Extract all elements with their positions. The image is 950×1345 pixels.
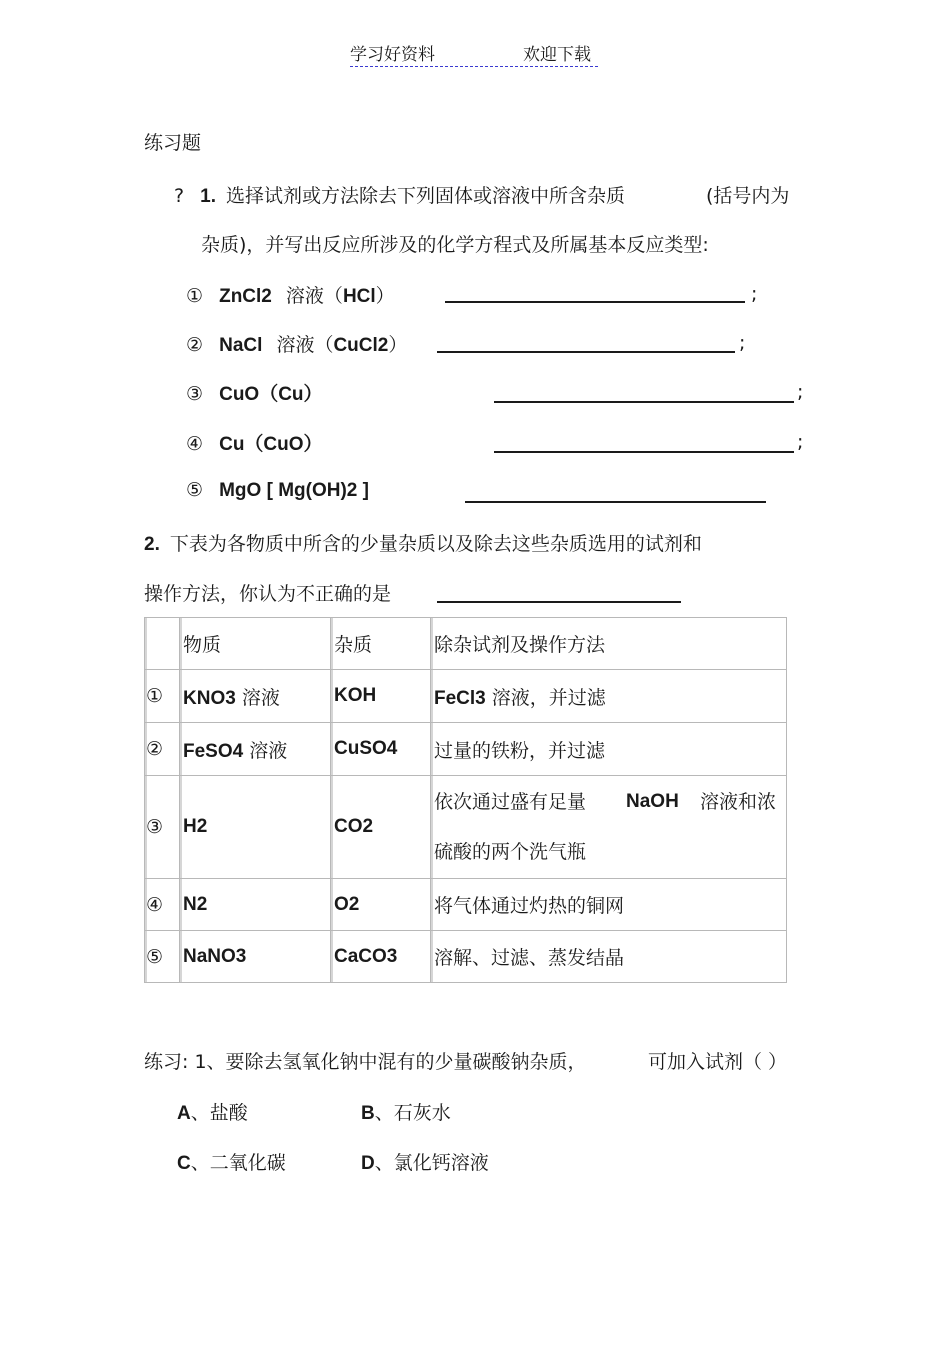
item-impurity: HCl (342, 286, 376, 307)
impurity-cell: CO2 (331, 776, 431, 879)
answer-blank-5[interactable] (465, 501, 766, 503)
header-cell-substance: 物质 (180, 618, 331, 670)
header-right-text: 欢迎下载 (523, 45, 591, 65)
method-formula: NaOH (626, 791, 679, 812)
option-c[interactable] (177, 1148, 286, 1175)
option-text: 、石灰水 (374, 1102, 451, 1124)
substance-formula: KNO3 (183, 687, 236, 709)
method-cell: 溶解、过滤、蒸发结晶 (431, 931, 787, 983)
table-row (145, 776, 787, 879)
method-cell (431, 670, 787, 723)
option-text: 、盐酸 (190, 1102, 248, 1124)
item-close: ） (375, 285, 395, 307)
answer-blank-4[interactable] (494, 451, 794, 453)
option-d[interactable] (361, 1148, 489, 1175)
q1-item-1 (186, 281, 395, 308)
item-number: ① (186, 285, 204, 307)
impurity-cell: CaCO3 (331, 931, 431, 983)
header-cell-empty (145, 618, 180, 670)
question-1-mark: ? (174, 185, 185, 207)
table-row (145, 670, 787, 723)
method-text-post: 溶液和浓 (700, 791, 777, 813)
row-number: ③ (145, 776, 180, 879)
header-cell-method: 除杂试剂及操作方法 (431, 618, 787, 670)
header-left-text: 学习好资料 (350, 45, 435, 65)
table-header-row (145, 618, 787, 670)
header-cell-impurity: 杂质 (331, 618, 431, 670)
substance-suffix: 溶液 (241, 686, 280, 709)
question-1-text: 选择试剂或方法除去下列固体或溶液中所含杂质 (226, 185, 626, 207)
method-text-pre: 依次通过盛有足量 (434, 791, 587, 813)
method-text: 溶液，并过滤 (491, 686, 606, 709)
row-number: ① (145, 670, 180, 723)
item-formula: CuO（Cu） (219, 384, 323, 405)
item-formula: Cu（CuO） (219, 434, 323, 455)
question-2-line-2: 操作方法，你认为不正确的是 (144, 583, 392, 605)
question-1-line-2: 杂质)，并写出反应所涉及的化学方程式及所属基本反应类型: (201, 234, 709, 256)
substance-cell: NaNO3 (180, 931, 331, 983)
option-a[interactable] (177, 1098, 248, 1125)
table-row (145, 723, 787, 776)
substance-cell: H2 (180, 776, 331, 879)
answer-blank-2[interactable] (437, 351, 735, 353)
method-line-1 (434, 777, 786, 827)
question-2-number: 2. (144, 534, 160, 555)
row-number: ④ (145, 879, 180, 931)
section-title: 练习题 (144, 132, 202, 154)
question-1-text-tail: (括号内为 (706, 185, 790, 207)
option-letter: A (177, 1103, 191, 1124)
option-letter: B (361, 1103, 375, 1124)
table-row (145, 931, 787, 983)
answer-blank-3[interactable] (494, 401, 794, 403)
substance-cell (180, 723, 331, 776)
q1-item-2 (186, 330, 407, 357)
item-number: ③ (186, 383, 204, 405)
method-cell: 将气体通过灼热的铜网 (431, 879, 787, 931)
item-end: ; (797, 431, 804, 453)
question-2-line-1 (144, 529, 702, 556)
practice-question-tail: 可加入试剂（ ） (648, 1051, 788, 1073)
practice-question: 练习: 1、要除去氢氧化钠中混有的少量碳酸钠杂质， (144, 1051, 587, 1073)
item-text: 溶液（ (285, 285, 343, 307)
substance-suffix: 溶液 (249, 739, 288, 762)
method-cell: 过量的铁粉，并过滤 (431, 723, 787, 776)
question-2-text: 下表为各物质中所含的少量杂质以及除去这些杂质选用的试剂和 (169, 533, 702, 555)
substance-cell (180, 670, 331, 723)
option-letter: D (361, 1153, 375, 1174)
option-b[interactable] (361, 1098, 451, 1125)
impurity-cell: O2 (331, 879, 431, 931)
row-number: ⑤ (145, 931, 180, 983)
page-header (350, 40, 598, 67)
method-line-2: 硫酸的两个洗气瓶 (434, 841, 587, 863)
item-number: ⑤ (186, 479, 204, 501)
answer-blank-1[interactable] (445, 301, 745, 303)
item-close: ） (388, 334, 408, 356)
method-cell (431, 776, 787, 879)
item-formula: NaCl (219, 335, 263, 356)
item-formula: MgO [ Mg(OH)2 ] (219, 480, 369, 501)
item-end: ; (739, 332, 746, 354)
q1-item-3 (186, 379, 323, 406)
option-text: 、二氧化碳 (190, 1152, 286, 1174)
item-end: ; (751, 283, 758, 305)
question-1-line-1 (174, 181, 625, 208)
impurity-cell: CuSO4 (331, 723, 431, 776)
table-row (145, 879, 787, 931)
q1-item-4 (186, 429, 323, 456)
q1-item-5 (186, 479, 369, 502)
item-number: ② (186, 334, 204, 356)
answer-blank-q2[interactable] (437, 601, 681, 603)
method-formula: FeCl3 (434, 687, 486, 709)
impurity-cell: KOH (331, 670, 431, 723)
row-number: ② (145, 723, 180, 776)
option-text: 、氯化钙溶液 (374, 1152, 489, 1174)
substance-cell: N2 (180, 879, 331, 931)
item-text: 溶液（ (276, 334, 334, 356)
item-impurity: CuCl2 (333, 335, 389, 356)
item-end: ; (797, 381, 804, 403)
substance-formula: FeSO4 (183, 740, 244, 762)
impurity-table (144, 617, 787, 983)
question-1-number: 1. (200, 186, 216, 207)
option-letter: C (177, 1153, 191, 1174)
item-number: ④ (186, 433, 204, 455)
item-formula: ZnCl2 (219, 286, 272, 307)
